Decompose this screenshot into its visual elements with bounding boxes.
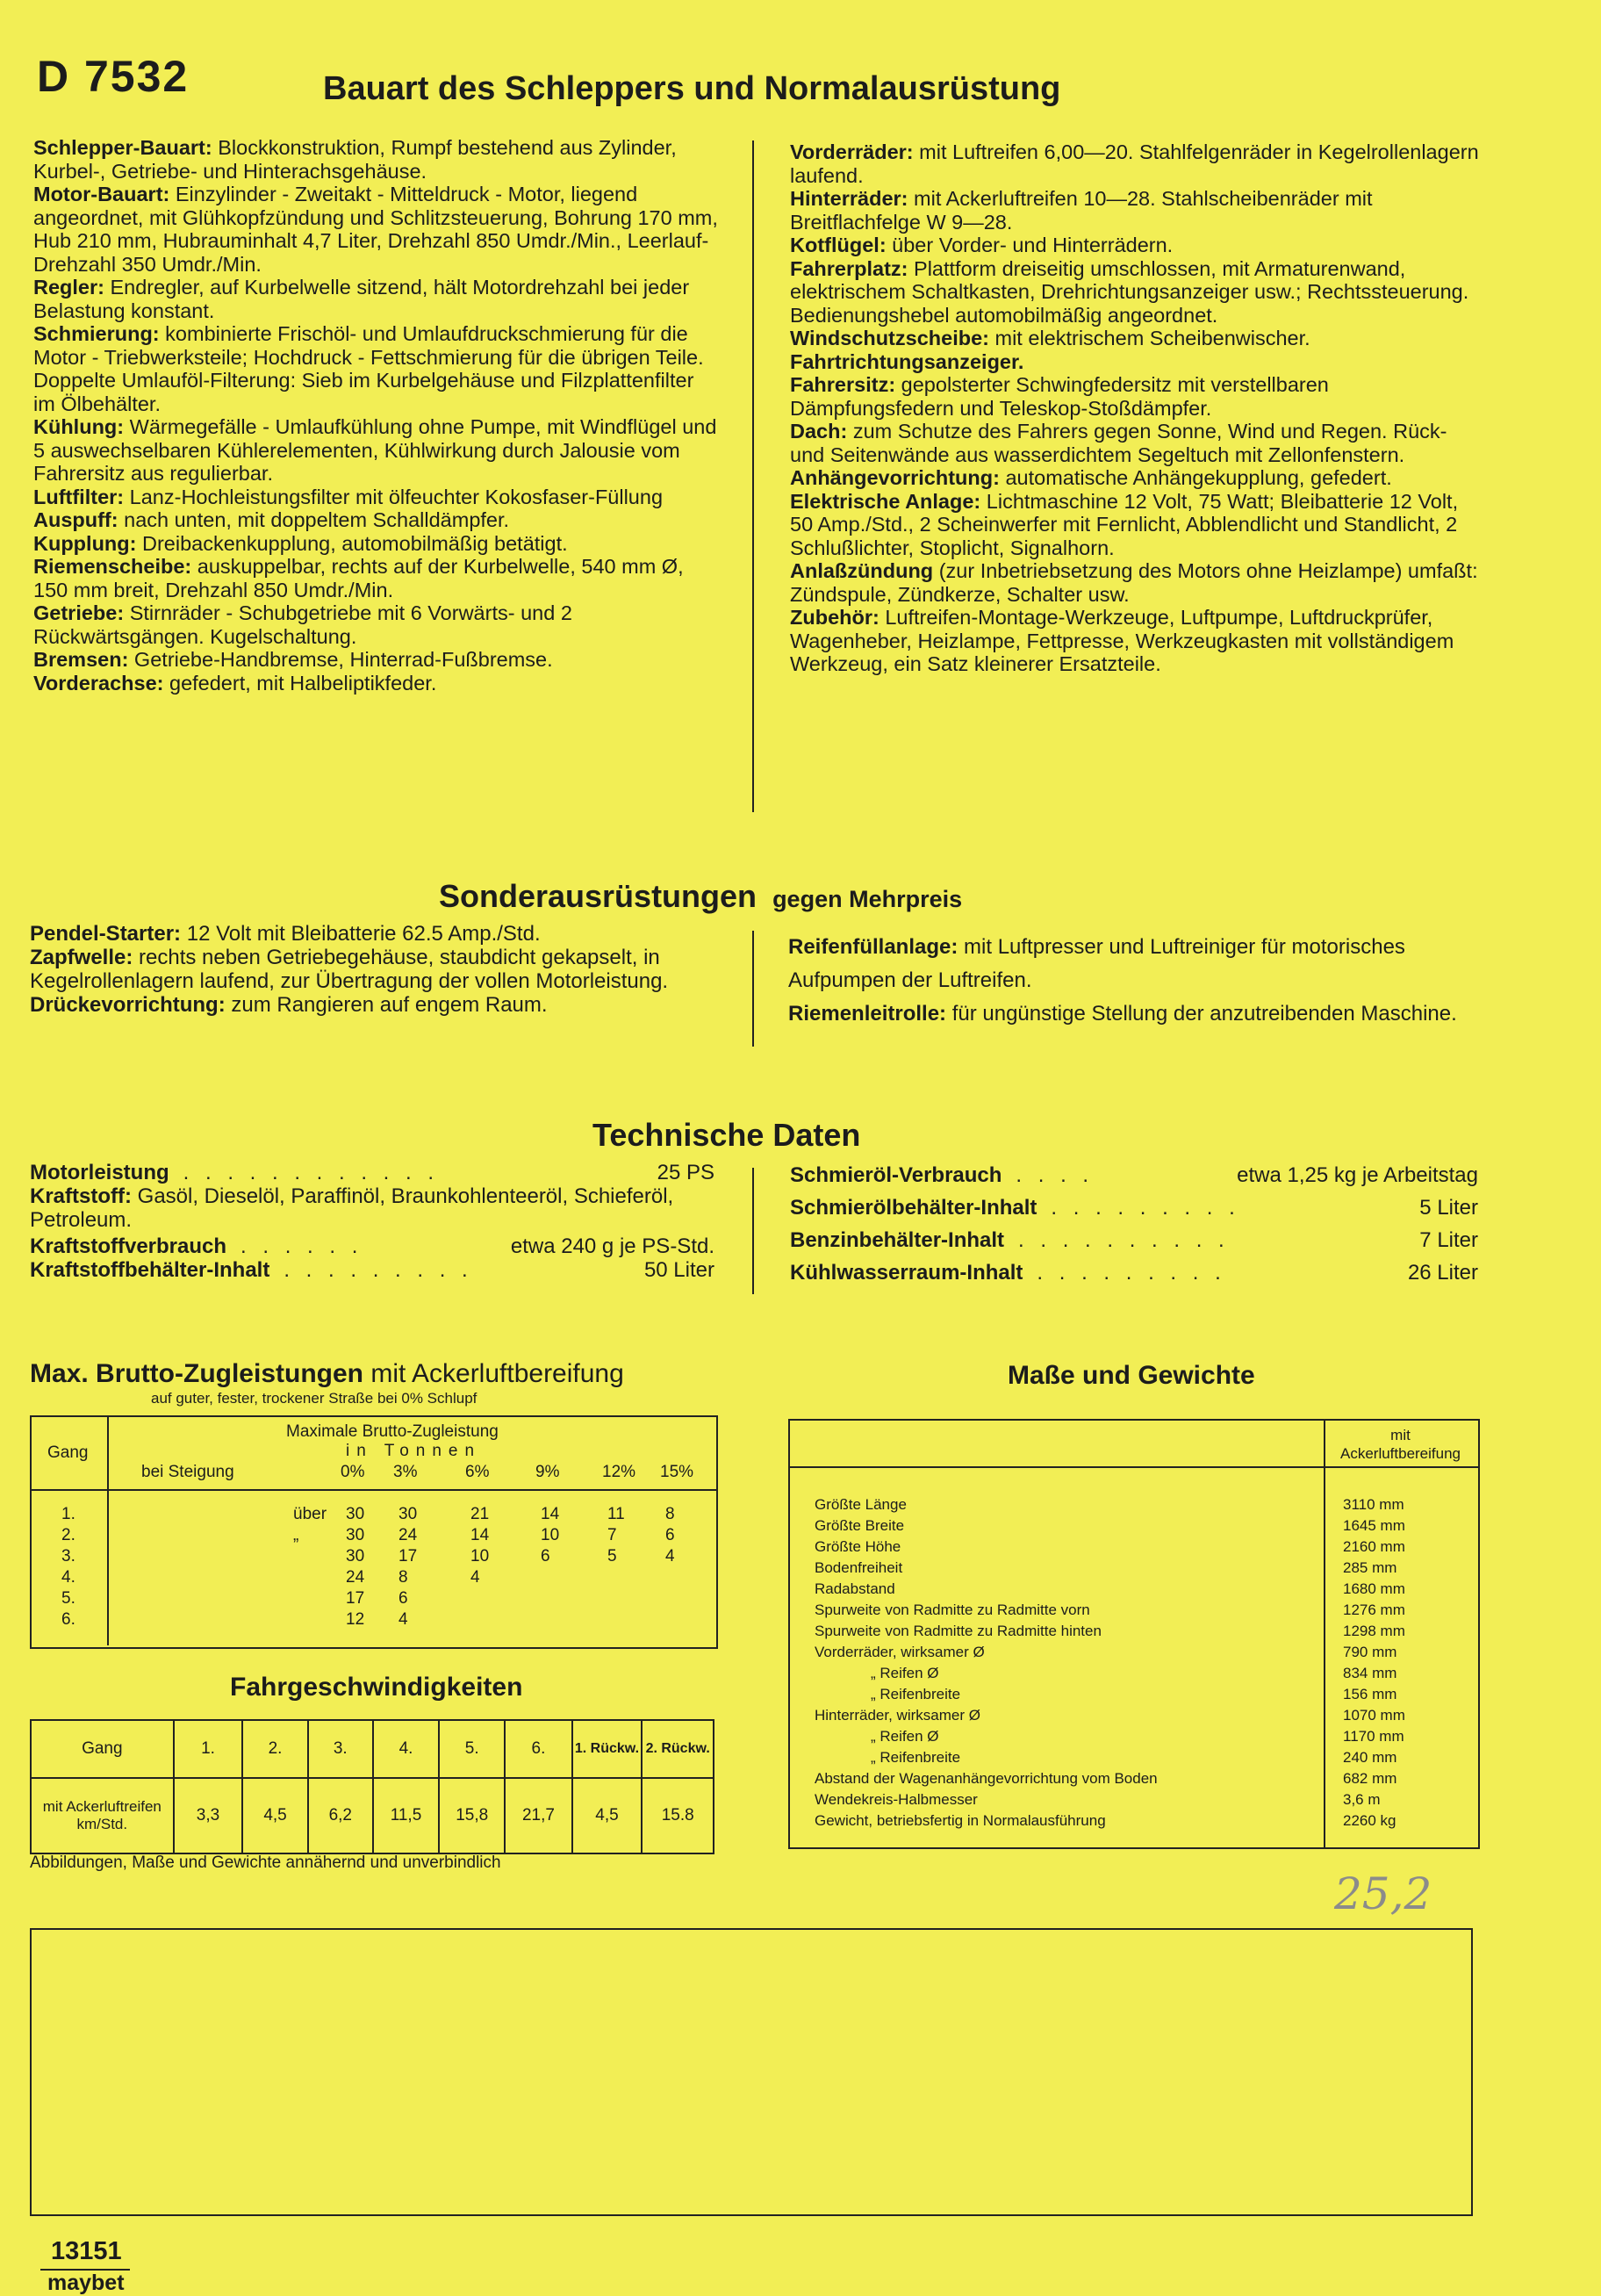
normal-right-text: mit Ackerluftreifen 10—28. Stahlscheibenräder mit Breitflachfelge W 9—28. <box>790 187 1373 234</box>
special-right-entry <box>788 931 1482 997</box>
zug-value-cell: 17 <box>398 1547 418 1565</box>
zug-grade-header: 0% <box>341 1463 365 1481</box>
mass-label: Spurweite von Radmitte zu Radmitte vorn <box>815 1601 1090 1618</box>
normal-equipment-left-column <box>33 136 718 695</box>
speed-row-label: mit Ackerluftreifen km/Std. <box>31 1778 174 1853</box>
speed-header-cell: 1. <box>174 1720 243 1778</box>
normal-left-label: Riemenscheibe: <box>33 555 192 578</box>
zug-grade-header: 12% <box>602 1463 636 1481</box>
mass-value: 834 mm <box>1343 1665 1397 1681</box>
mass-label: „ Reifenbreite <box>871 1749 961 1766</box>
zug-prefix-cell: „ <box>293 1526 299 1544</box>
normal-left-label: Regler: <box>33 276 104 299</box>
tech-row <box>30 1258 714 1282</box>
normal-right-text: automatische Anhängekupplung, gefedert. <box>999 466 1392 489</box>
normal-left-label: Schlepper-Bauart: <box>33 136 212 159</box>
normal-left-entry <box>33 601 718 648</box>
tech-dots: . . . . . . <box>241 1234 363 1258</box>
normal-left-label: Kupplung: <box>33 531 137 555</box>
mass-value: 240 mm <box>1343 1749 1397 1766</box>
speed-header-cell: 4. <box>373 1720 439 1778</box>
tech-value: 26 Liter <box>1407 1261 1478 1285</box>
special-right-text: mit Luftpresser und Luftreiniger für motorisches Aufpumpen der Luftreifen. <box>788 935 1405 992</box>
zug-header-line2: in Tonnen <box>346 1442 482 1460</box>
normal-left-label: Getriebe: <box>33 601 125 624</box>
zug-value-cell: 4 <box>665 1547 675 1565</box>
tech-value: 5 Liter <box>1419 1196 1478 1220</box>
speed-header-cell: 3. <box>308 1720 373 1778</box>
normal-right-label: Vorderräder: <box>790 140 914 163</box>
tech-label: Kraftstoffbehälter-Inhalt <box>30 1258 270 1282</box>
speed-value-cell: 4,5 <box>242 1778 307 1853</box>
tech-value: etwa 240 g je PS-Std. <box>510 1234 714 1258</box>
zug-value-cell: 10 <box>541 1526 560 1544</box>
mass-value: 790 mm <box>1343 1644 1397 1660</box>
tech-label: Kraftstoff: <box>30 1184 132 1208</box>
zug-value-cell: 30 <box>398 1505 418 1523</box>
mass-value: 2160 mm <box>1343 1538 1405 1555</box>
mass-label: Größte Breite <box>815 1517 905 1534</box>
tech-row <box>790 1196 1478 1220</box>
mass-value: 285 mm <box>1343 1559 1397 1576</box>
normal-right-text: über Vorder- und Hinterrädern. <box>886 234 1174 256</box>
normal-left-text: Endregler, auf Kurbelwelle sitzend, hält Motordrehzahl bei jeder Belastung konstant. <box>33 276 690 322</box>
tech-data-title: Technische Daten <box>592 1117 861 1153</box>
zug-gang-cell: 3. <box>61 1547 75 1565</box>
mass-table <box>788 1419 1480 1849</box>
tech-value: 7 Liter <box>1419 1228 1478 1252</box>
zug-title-rest: mit Ackerluftbereifung <box>370 1359 624 1388</box>
normal-equipment-right-column <box>790 140 1480 676</box>
normal-left-label: Bremsen: <box>33 648 129 671</box>
mass-value: 1070 mm <box>1343 1707 1405 1724</box>
mass-value: 156 mm <box>1343 1686 1397 1702</box>
empty-stamp-box <box>30 1928 1473 2216</box>
zug-value-cell: 6 <box>665 1526 675 1544</box>
column-divider <box>752 931 754 1047</box>
normal-right-label: Dach: <box>790 420 848 443</box>
normal-right-label: Zubehör: <box>790 606 879 629</box>
normal-left-text: Getriebe-Handbremse, Hinterrad-Fußbremse. <box>128 648 553 671</box>
mass-value: 3,6 m <box>1343 1791 1381 1808</box>
normal-right-label: Elektrische Anlage: <box>790 489 981 513</box>
mass-value: 1298 mm <box>1343 1623 1405 1639</box>
normal-right-entry <box>790 420 1480 466</box>
special-equipment-title <box>439 878 962 915</box>
normal-right-entry <box>790 466 1480 490</box>
column-divider <box>752 140 754 812</box>
mass-label: Größte Länge <box>815 1496 907 1513</box>
tech-dots: . . . . . . . . . <box>1037 1261 1226 1285</box>
normal-left-entry <box>33 486 718 509</box>
normal-right-text: mit Luftreifen 6,00—20. Stahlfelgenräder in Kegelrollenlagern laufend. <box>790 140 1479 187</box>
mass-label: „ Reifen Ø <box>871 1665 939 1681</box>
tech-label: Kühlwasserraum-Inhalt <box>790 1261 1023 1285</box>
zug-grade-header: 9% <box>535 1463 560 1481</box>
zug-value-cell: 30 <box>346 1526 365 1544</box>
normal-left-entry <box>33 648 718 672</box>
zug-grade-header: 15% <box>660 1463 694 1481</box>
normal-right-entry <box>790 187 1480 234</box>
tech-data-right-column <box>790 1163 1478 1295</box>
normal-right-label: Windschutzscheibe: <box>790 327 989 349</box>
zug-value-cell: 4 <box>470 1568 480 1587</box>
mass-value: 1276 mm <box>1343 1601 1405 1618</box>
mass-col-header: mit Ackerluftbereifung <box>1339 1427 1461 1462</box>
normal-right-entry <box>790 327 1480 350</box>
special-equipment-left-column <box>30 922 723 1017</box>
zug-value-cell: 6 <box>541 1547 550 1565</box>
special-left-text: zum Rangieren auf engem Raum. <box>225 993 548 1017</box>
zug-value-cell: 14 <box>541 1505 560 1523</box>
normal-left-text: Einzylinder - Zweitakt - Mitteldruck - Motor, liegend angeordnet, mit Glühkopfzündung und Schlitzsteuerung, Bohrung 170 mm, Hub 210 mm, Hubrauminhalt 4,7 Liter, Drehzahl 850 Umdr./Min., Leerlauf-Drehzahl 350 Umdr./Min. <box>33 183 718 276</box>
zug-value-cell: 14 <box>470 1526 490 1544</box>
normal-right-text: Luftreifen-Montage-Werkzeuge, Luftpumpe, Luftdruckprüfer, Wagenheber, Heizlampe, Fettpresse, Werkzeugkasten mit vollständigem Werkzeug, ein Satz kleinerer Ersatzteile. <box>790 606 1454 675</box>
mass-label: Bodenfreiheit <box>815 1559 903 1576</box>
zug-value-cell: 17 <box>346 1589 365 1608</box>
special-subtitle: gegen Mehrpreis <box>772 886 963 912</box>
mass-label: Gewicht, betriebsfertig in Normalausführung <box>815 1812 1106 1829</box>
zug-subtitle: auf guter, fester, trockener Straße bei 0% Schlupf <box>151 1390 477 1407</box>
zug-value-cell: 5 <box>607 1547 617 1565</box>
normal-right-label: Fahrersitz: <box>790 373 896 396</box>
speed-header-cell: 6. <box>505 1720 571 1778</box>
normal-right-label: Hinterräder: <box>790 187 908 210</box>
mass-label: Abstand der Wagenanhängevorrichtung vom Boden <box>815 1770 1158 1787</box>
zug-value-cell: 8 <box>665 1505 675 1523</box>
normal-left-text: Stirnräder - Schubgetriebe mit 6 Vorwärts- und 2 Rückwärtsgängen. Kugelschaltung. <box>33 601 572 648</box>
normal-left-entry <box>33 555 718 601</box>
tech-row <box>790 1261 1478 1285</box>
special-right-label: Riemenleitrolle: <box>788 1002 947 1026</box>
tech-label: Schmierölbehälter-Inhalt <box>790 1196 1037 1220</box>
zug-value-cell: 24 <box>398 1526 418 1544</box>
normal-left-text: nach unten, mit doppeltem Schalldämpfer. <box>118 508 510 531</box>
mass-label: Hinterräder, wirksamer Ø <box>815 1707 980 1724</box>
special-right-label: Reifenfüllanlage: <box>788 935 958 959</box>
normal-right-entry <box>790 559 1480 606</box>
zug-value-cell: 7 <box>607 1526 617 1544</box>
speed-value-cell: 6,2 <box>308 1778 373 1853</box>
mass-value: 1170 mm <box>1343 1728 1404 1745</box>
speed-title: Fahrgeschwindigkeiten <box>230 1673 523 1702</box>
normal-right-entry <box>790 490 1480 560</box>
mass-label: Größte Höhe <box>815 1538 901 1555</box>
normal-left-entry <box>33 532 718 556</box>
normal-right-text: Lichtmaschine 12 Volt, 75 Watt; Bleibatterie 12 Volt, 50 Amp./Std., 2 Scheinwerfer mit Fernlicht, Abblendlicht und Standlicht, 2 Schlußlichter, Stoplicht, Signalhorn. <box>790 489 1459 559</box>
footer-word: maybet <box>47 2271 125 2295</box>
mass-title: Maße und Gewichte <box>1008 1361 1255 1390</box>
speed-header-cell: 1. Rückw. <box>572 1720 643 1778</box>
speed-header-cell: 5. <box>439 1720 505 1778</box>
mass-label: Vorderräder, wirksamer Ø <box>815 1644 985 1660</box>
zug-table <box>30 1415 718 1649</box>
zug-value-cell: 6 <box>398 1589 408 1608</box>
speed-value-cell: 3,3 <box>174 1778 243 1853</box>
normal-right-entry <box>790 140 1480 187</box>
zug-value-cell: 10 <box>470 1547 490 1565</box>
normal-left-text: kombinierte Frischöl- und Umlaufdruckschmierung für die Motor - Triebwerksteile; Hochdruck - Fettschmierung für die übrigen Teile. Doppelte Umlauföl-Filterung: Sieb im Kurbelgehäuse und Filzplattenfilter im Ölbehälter. <box>33 322 704 415</box>
mass-value: 1645 mm <box>1343 1517 1405 1534</box>
zug-value-cell: 30 <box>346 1505 365 1523</box>
mass-label: Radabstand <box>815 1580 895 1597</box>
normal-left-text: Wärmegefälle - Umlaufkühlung ohne Pumpe, mit Windflügel und 5 auswechselbaren Kühlerelementen, Kühlwirkung durch Jalousie vom Fahrersitz aus regulierbar. <box>33 415 717 485</box>
special-right-text: für ungünstige Stellung der anzutreibenden Maschine. <box>946 1002 1457 1026</box>
page-title: Bauart des Schleppers und Normalausrüstung <box>323 70 1061 107</box>
normal-left-text: Blockkonstruktion, Rumpf bestehend aus Zylinder, Kurbel-, Getriebe- und Hinterachsgehäuse. <box>33 136 677 183</box>
normal-left-label: Motor-Bauart: <box>33 183 170 205</box>
tech-dots: . . . . . . . . . . . . <box>183 1161 440 1184</box>
special-right-entry <box>788 997 1482 1031</box>
speed-value-cell: 11,5 <box>373 1778 439 1853</box>
tech-label: Kraftstoffverbrauch <box>30 1234 227 1258</box>
document-number: D 7532 <box>37 52 190 101</box>
tech-label: Schmieröl-Verbrauch <box>790 1163 1002 1187</box>
zug-gang-cell: 4. <box>61 1568 75 1587</box>
normal-left-label: Auspuff: <box>33 508 118 531</box>
zug-value-cell: 12 <box>346 1610 365 1629</box>
tech-value: 25 PS <box>657 1161 714 1184</box>
normal-right-entry <box>790 350 1480 374</box>
tech-row <box>30 1184 714 1232</box>
normal-left-entry <box>33 415 718 486</box>
zug-value-cell: 30 <box>346 1547 365 1565</box>
normal-left-text: gefedert, mit Halbeliptikfeder. <box>163 671 437 695</box>
normal-left-entry <box>33 183 718 276</box>
tech-dots: . . . . <box>1016 1163 1095 1187</box>
normal-left-entry <box>33 322 718 415</box>
special-left-label: Pendel-Starter: <box>30 922 182 946</box>
normal-left-entry <box>33 276 718 322</box>
normal-right-text: Plattform dreiseitig umschlossen, mit Armaturenwand, elektrischem Schaltkasten, Drehrichtungsanzeiger usw.; Rechtssteuerung. Bedienungshebel automobilmäßig angeordnet. <box>790 256 1469 327</box>
tech-dots: . . . . . . . . . <box>284 1258 473 1282</box>
special-left-label: Zapfwelle: <box>30 946 133 969</box>
zug-header-gang: Gang <box>47 1443 89 1462</box>
mass-value: 1680 mm <box>1343 1580 1405 1597</box>
footer-number: 13151 <box>51 2237 122 2265</box>
zug-value-cell: 4 <box>398 1610 408 1629</box>
zug-value-cell: 24 <box>346 1568 365 1587</box>
zug-grade-header: 3% <box>393 1463 418 1481</box>
normal-right-text: gepolsterter Schwingfedersitz mit verstellbaren Dämpfungsfedern und Teleskop-Stoßdämpfer. <box>790 373 1329 420</box>
normal-right-text: zum Schutze des Fahrers gegen Sonne, Wind und Regen. Rück- und Seitenwände aus wasserdichtem Segeltuch mit Zellonfenstern. <box>790 420 1447 466</box>
speed-value-cell: 15,8 <box>439 1778 505 1853</box>
zug-header-line1: Maximale Brutto-Zugleistung <box>286 1422 499 1441</box>
footnote: Abbildungen, Maße und Gewichte annähernd und unverbindlich <box>30 1853 501 1872</box>
mass-label: „ Reifen Ø <box>871 1728 939 1745</box>
special-title: Sonderausrüstungen <box>439 878 757 914</box>
tech-row <box>790 1163 1478 1187</box>
normal-right-text: (zur Inbetriebsetzung des Motors ohne Heizlampe) umfaßt: Zündspule, Zündkerze, Schalter usw. <box>790 559 1478 606</box>
tech-value: etwa 1,25 kg je Arbeitstag <box>1237 1163 1478 1187</box>
special-left-text: rechts neben Getriebegehäuse, staubdicht gekapselt, in Kegelrollenlagern laufend, zur Übertragung der vollen Motorleistung. <box>30 946 669 993</box>
normal-left-entry <box>33 672 718 695</box>
speed-value-cell: 21,7 <box>505 1778 571 1853</box>
special-equipment-right-column <box>788 931 1482 1031</box>
zug-grade-header: 6% <box>465 1463 490 1481</box>
speed-table <box>30 1719 714 1854</box>
normal-left-label: Schmierung: <box>33 322 160 345</box>
tech-label: Motorleistung <box>30 1161 169 1184</box>
tech-text: Gasöl, Dieselöl, Paraffinöl, Braunkohlenteeröl, Schieferöl, Petroleum. <box>30 1184 674 1232</box>
special-left-label: Drückevorrichtung: <box>30 993 226 1017</box>
normal-right-text: mit elektrischem Scheibenwischer. <box>988 327 1310 349</box>
speed-header-cell: 2. Rückw. <box>642 1720 714 1778</box>
speed-value-cell: 4,5 <box>572 1778 643 1853</box>
normal-left-text: Dreibackenkupplung, automobilmäßig betätigt. <box>136 531 568 555</box>
tech-data-left-column <box>30 1161 714 1292</box>
zug-gang-cell: 2. <box>61 1526 75 1544</box>
normal-left-entry <box>33 508 718 532</box>
zug-value-cell: 11 <box>607 1505 625 1523</box>
mass-value: 3110 mm <box>1343 1496 1404 1513</box>
column-divider <box>752 1168 754 1294</box>
tech-value: 50 Liter <box>643 1258 714 1282</box>
handwritten-note: 25,2 <box>1334 1868 1432 1919</box>
special-left-text: 12 Volt mit Bleibatterie 62.5 Amp./Std. <box>181 922 541 946</box>
normal-right-label: Anhängevorrichtung: <box>790 466 1000 489</box>
normal-right-label: Fahrtrichtungsanzeiger. <box>790 349 1024 373</box>
zug-prefix-cell: über <box>293 1505 327 1523</box>
mass-label: Spurweite von Radmitte zu Radmitte hinten <box>815 1623 1102 1639</box>
special-left-entry <box>30 946 723 993</box>
normal-left-label: Vorderachse: <box>33 671 164 695</box>
normal-right-entry <box>790 606 1480 676</box>
tech-dots: . . . . . . . . . <box>1051 1196 1240 1220</box>
normal-right-entry <box>790 373 1480 420</box>
mass-value: 2260 kg <box>1343 1812 1396 1829</box>
normal-right-label: Kotflügel: <box>790 234 887 256</box>
tech-dots: . . . . . . . . . . <box>1018 1228 1230 1252</box>
zug-value-cell: 8 <box>398 1568 408 1587</box>
speed-header-cell: 2. <box>242 1720 307 1778</box>
speed-value-cell: 15.8 <box>642 1778 714 1853</box>
zug-gang-cell: 5. <box>61 1589 75 1608</box>
special-left-entry <box>30 993 723 1017</box>
normal-left-entry <box>33 136 718 183</box>
zug-gang-cell: 6. <box>61 1610 75 1629</box>
speed-header-cell: Gang <box>31 1720 174 1778</box>
normal-left-text: auskuppelbar, rechts auf der Kurbelwelle, 540 mm Ø, 150 mm breit, Drehzahl 850 Umdr./Min. <box>33 555 684 601</box>
tech-row <box>30 1161 714 1184</box>
mass-label: „ Reifenbreite <box>871 1686 961 1702</box>
zug-gang-cell: 1. <box>61 1505 75 1523</box>
normal-right-entry <box>790 234 1480 257</box>
normal-right-entry <box>790 257 1480 327</box>
normal-right-label: Anlaßzündung <box>790 559 934 582</box>
mass-label: Wendekreis-Halbmesser <box>815 1791 978 1808</box>
special-left-entry <box>30 922 723 946</box>
normal-left-label: Luftfilter: <box>33 485 125 508</box>
zug-title-bold: Max. Brutto-Zugleistungen <box>30 1359 363 1388</box>
zug-header-steigung: bei Steigung <box>141 1463 234 1481</box>
tech-row <box>790 1228 1478 1252</box>
mass-value: 682 mm <box>1343 1770 1397 1787</box>
tech-label: Benzinbehälter-Inhalt <box>790 1228 1005 1252</box>
zug-title <box>30 1359 624 1389</box>
normal-right-label: Fahrerplatz: <box>790 256 908 280</box>
normal-left-text: Lanz-Hochleistungsfilter mit ölfeuchter Kokosfaser-Füllung <box>124 485 664 508</box>
zug-value-cell: 21 <box>470 1505 490 1523</box>
normal-left-label: Kühlung: <box>33 415 125 438</box>
tech-row <box>30 1234 714 1258</box>
